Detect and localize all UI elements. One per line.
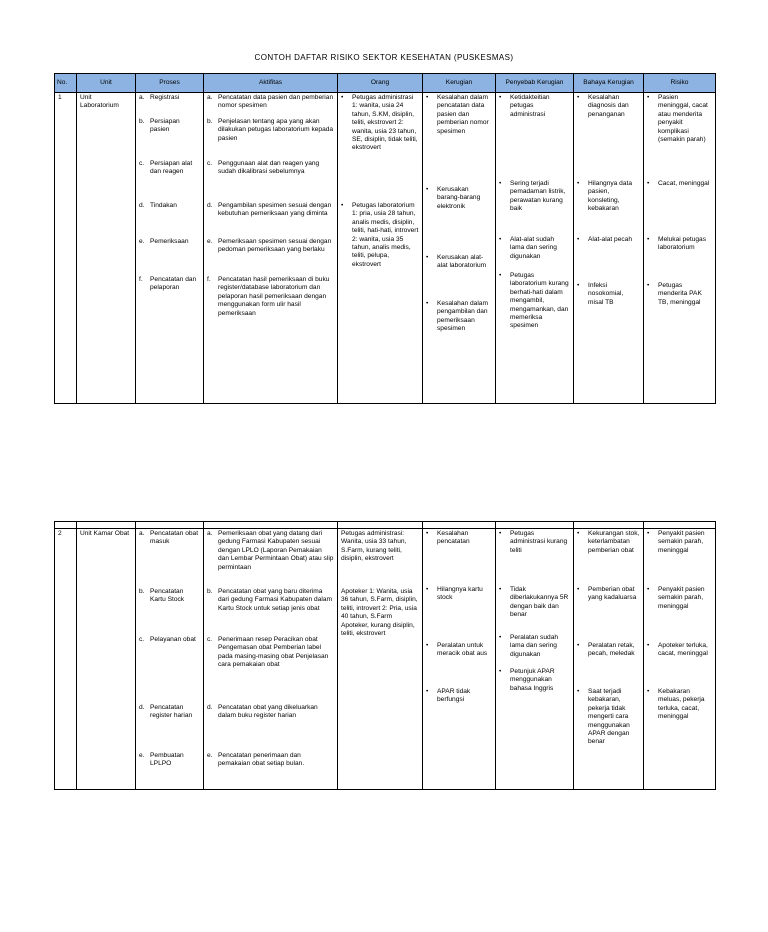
header-no: No. [55, 74, 77, 93]
cell-aktifitas: a. Pencatatan data pasien dan pemberian nomor spesimen b. Penjelasan tentang apa yang akan dilakukan petugas laboratorium kepada pasien c. Penggunaan alat dan reagen yang sudah dikalibrasi sebelumnya d. Pengambilan spesimen sesuai dengan kebutuhan pemeriksaan yang diminta e. Pemeriksaan spesimen sesuai dengan pedoman pemeriksaan yang berlaku f. Pencatatan hasil pemeriksaan di buku register/database laboratorium dan pelaporan hasil pemeriksaan dengan menggunakan form ulir hasil pemeriksaan [204, 93, 338, 404]
list-item: Petugas administrasi: Wanita, usia 33 tahun, S.Farm, kurang teliti, disiplin, ekstrovert [341, 530, 407, 563]
cell-penyebab: • Ketidakteitian petugas administrasi • Sering terjadi pemadaman listrik, perawatan kurang baik • Alat-alat sudah lama dan sering digunakan • Petugas laboratorium kurang berhati-hati dalam mengambil, mengamankan, dan memeriksa spesimen [496, 93, 574, 404]
cell-unit: Unit Laboratorium [77, 93, 136, 404]
list-item: Infeksi nosokomial, misal TB [588, 282, 624, 306]
list-item: Alat-alat pecah [588, 236, 632, 243]
list-item: Peralatan sudah lama dan sering digunakan [510, 634, 559, 658]
list-item: Pemeriksaan obat yang datang dari gedung Farmasi Kabupaten sesuai dengan LPLO (Laporan Pemakaian dan Lembar Permintaan Obat) atau slip permintaan [218, 530, 334, 571]
list-item: Tidak diberlakukannya 5R dengan baik dan benar [510, 586, 569, 619]
cell-proses: a. Pencatatan obat masuk b. Pencatatan Kartu Stock c. Pelayanan obat d. Pencatatan register harian e. Pembuatan LPLPO [136, 529, 204, 790]
list-item: Pencatatan hasil pemeriksaan di buku register/database laboratorium dan pelaporan hasil pemeriksaan dengan menggunakan form ulir hasil pemeriksaan [218, 276, 330, 317]
header-row [55, 74, 716, 93]
list-item: Pengambilan spesimen sesuai dengan kebutuhan pemeriksaan yang diminta [218, 202, 332, 218]
list-item: Penggunaan alat dan reagen yang sudah dikalibrasi sebelumnya [218, 160, 320, 176]
list-item: Kesalahan dalam pengambilan dan pemeriksaan spesimen [437, 300, 488, 333]
list-item: Pemeriksaan spesimen sesuai dengan pedoman pemeriksaan yang berlaku [218, 238, 332, 254]
list-item: Sering terjadi pemadaman listrik, perawatan kurang baik [510, 180, 566, 213]
empty-header-row [55, 522, 716, 529]
list-item: Pencatatan data pasien dan pemberian nomor spesimen [218, 94, 334, 110]
list-item: Peralatan retak, pecah, meledak [588, 642, 635, 658]
list-item: Persiapan alat dan reagen [150, 160, 193, 176]
page-title: CONTOH DAFTAR RISIKO SEKTOR KESEHATAN (PUSKESMAS) [254, 53, 514, 62]
list-item: Melukai petugas laboratorium [658, 236, 707, 252]
list-item: Peralatan untuk meracik obat aus [437, 642, 488, 658]
list-item: Apoteker 1: Wanita, usia 36 tahun, S.Farm, disiplin, teliti, introvert 2: Pria, usia 40 tahun, S.Farm Apoteker, kurang disiplin, teliti, ekstrovert [341, 588, 418, 638]
header-kerugian: Kerugian [423, 74, 496, 93]
list-item: Pelayanan obat [150, 636, 196, 643]
cell-no: 2 [55, 529, 77, 790]
list-item: Tindakan [150, 202, 177, 209]
table-row [55, 529, 716, 790]
list-item: Kebakaran meluas, pekerja terluka, cacat, meninggal [658, 688, 705, 721]
cell-aktifitas: a. Pemeriksaan obat yang datang dari gedung Farmasi Kabupaten sesuai dengan LPLO (Laporan Pemakaian dan Lembar Permintaan Obat) atau slip permintaan b. Pencatatan obat yang baru diterima dari gedung Farmasi Kabupaten dalam Kartu Stock untuk setiap jenis obat c. Penerimaan resep Peracikan obat Pengemasan obat Pemberian label pada masing-masing obat Penjelasan cara pemakaian obat d. Pencatatan obat yang dikeluarkan dalam buku register harian e. Pencatatan penerimaan dan pemakaian obat setiap bulan. [204, 529, 338, 790]
list-item: Pasien meninggal, cacat atau menderita penyakit komplikasi (semakin parah) [658, 94, 708, 144]
list-item: Registrasi [150, 94, 180, 101]
list-item: Pencatatan register harian [150, 704, 193, 720]
list-item: Pencatatan Kartu Stock [150, 588, 185, 604]
cell-bahaya: • Kekurangan stok, keterlambatan pemberian obat • Pemberian obat yang kadaluarsa • Peralatan retak, pecah, meledak • Saat terjadi kebakaran, pekerja tidak mengerti cara menggunakan APAR dengan benar [574, 529, 644, 790]
header-penyebab: Penyebab Kerugian [496, 74, 574, 93]
list-item: Penyakit pasien semakin parah, meninggal [658, 530, 705, 554]
risk-table-1 [54, 73, 716, 404]
list-item: Persiapan pasien [150, 118, 180, 134]
list-item: Petunjuk APAR menggunakan bahasa Inggris [510, 668, 555, 692]
list-item: Petugas laboratorium 1: pria, usia 28 tahun, analis medis, disiplin, teliti, hati-hati, introvert 2: wanita, usia 35 tahun, analis medis, teliti, pelupa, ekstrovert [352, 202, 419, 268]
list-item: Penjelasan tentang apa yang akan dilakukan petugas laboratorium kepada pasien [218, 118, 334, 142]
cell-risiko: • Penyakit pasien semakin parah, meninggal • Penyakit pasien semakin parah, meninggal • Apoteker terluka, cacat, meninggal • Kebakaran meluas, pekerja terluka, cacat, meninggal [644, 529, 716, 790]
list-item: Kekurangan stok, keterlambatan pemberian obat [588, 530, 640, 554]
list-item: Saat terjadi kebakaran, pekerja tidak mengerti cara menggunakan APAR dengan benar [588, 688, 630, 746]
table-row [55, 93, 716, 404]
list-item: Pemberian obat yang kadaluarsa [588, 586, 637, 602]
list-item: Penyakit pasien semakin parah, meninggal [658, 586, 705, 610]
list-item: Pembuatan LPLPO [150, 752, 184, 768]
list-item: APAR tidak berfungsi [437, 688, 471, 704]
header-unit: Unit [77, 74, 136, 93]
list-item: Alat-alat sudah lama dan sering digunakan [510, 236, 557, 260]
list-item: Pemeriksaan [150, 238, 189, 245]
cell-no: 1 [55, 93, 77, 404]
list-item: Petugas laboratorium kurang berhati-hati dalam mengambil, mengamankan, dan memeriksa spesimen [510, 272, 569, 330]
list-item: Kerusakan barang-barang elektronik [437, 186, 481, 210]
list-item: Cacat, meninggal [658, 180, 710, 187]
header-proses: Proses [136, 74, 204, 93]
header-risiko: Risiko [644, 74, 716, 93]
list-item: Penerimaan resep Peracikan obat Pengemasan obat Pemberian label pada masing-masing obat Penjelasan cara pemakaian obat [218, 636, 329, 669]
list-item: Pencatatan obat yang dikeluarkan dalam buku register harian [218, 704, 318, 720]
list-item: Apoteker terluka, cacat, meninggal [658, 642, 708, 658]
list-item: Kerusakan alat-alat laboratorium [437, 254, 487, 270]
cell-kerugian: • Kesalahan pencatatan • Hilangnya kartu stock • Peralatan untuk meracik obat aus • APAR tidak berfungsi [423, 529, 496, 790]
list-item: Kesalahan diagnosis dan penanganan [588, 94, 629, 118]
list-item: Hilangnya kartu stock [437, 586, 483, 602]
cell-orang [338, 529, 423, 790]
cell-unit: Unit Kamar Obat [77, 529, 136, 790]
list-item: Pencatatan penerimaan dan pemakaian obat setiap bulan. [218, 752, 305, 768]
header-bahaya: Bahaya Kerugian [574, 74, 644, 93]
list-item: Kesalahan dalam pencatatan data pasien dan pemberian nomor spesimen [437, 94, 489, 135]
list-item: Petugas administrasi 1: wanita, usia 24 tahun, S.KM, disiplin, teliti, ekstrovert 2: wanita, usia 23 tahun, SE, disiplin, tidak teliti, ekstrovert [352, 94, 418, 152]
list-item: Hilangnya data pasien, konsleting, kebakaran [588, 180, 632, 213]
list-item: Ketidakteitian petugas administrasi [510, 94, 550, 118]
cell-orang: • Petugas administrasi 1: wanita, usia 24 tahun, S.KM, disiplin, teliti, ekstrovert 2: wanita, usia 23 tahun, SE, disiplin, tidak teliti, ekstrovert • Petugas laboratorium 1: pria, usia 28 tahun, analis medis, disiplin, teliti, hati-hati, introvert 2: wanita, usia 35 tahun, analis medis, teliti, pelupa, ekstrovert [338, 93, 423, 404]
list-item: Pencatatan obat masuk [150, 530, 199, 546]
cell-penyebab: • Petugas administrasi kurang teliti • Tidak diberlakukannya 5R dengan baik dan benar • Peralatan sudah lama dan sering digunakan • Petunjuk APAR menggunakan bahasa Inggris [496, 529, 574, 790]
cell-bahaya: • Kesalahan diagnosis dan penanganan • Hilangnya data pasien, konsleting, kebakaran • Alat-alat pecah • Infeksi nosokomial, misal TB [574, 93, 644, 404]
cell-proses: a. Registrasi b. Persiapan pasien c. Persiapan alat dan reagen d. Tindakan e. Pemeriksaan f. Pencatatan dan pelaporan [136, 93, 204, 404]
list-item: Kesalahan pencatatan [437, 530, 470, 546]
list-item: Petugas menderita PAK TB, meninggal [658, 282, 702, 306]
cell-kerugian: • Kesalahan dalam pencatatan data pasien dan pemberian nomor spesimen • Kerusakan barang-barang elektronik • Kerusakan alat-alat laboratorium • Kesalahan dalam pengambilan dan pemeriksaan spesimen [423, 93, 496, 404]
header-aktifitas: Aktifitas [204, 74, 338, 93]
list-item: Pencatatan obat yang baru diterima dari gedung Farmasi Kabupaten dalam Kartu Stock untuk setiap jenis obat [218, 588, 332, 612]
header-orang: Orang [338, 74, 423, 93]
list-item: Pencatatan dan pelaporan [150, 276, 197, 292]
list-item: Petugas administrasi kurang teliti [510, 530, 568, 554]
risk-table-2 [54, 521, 716, 790]
cell-risiko: • Pasien meninggal, cacat atau menderita penyakit komplikasi (semakin parah) • Cacat, meninggal • Melukai petugas laboratorium • Petugas menderita PAK TB, meninggal [644, 93, 716, 404]
